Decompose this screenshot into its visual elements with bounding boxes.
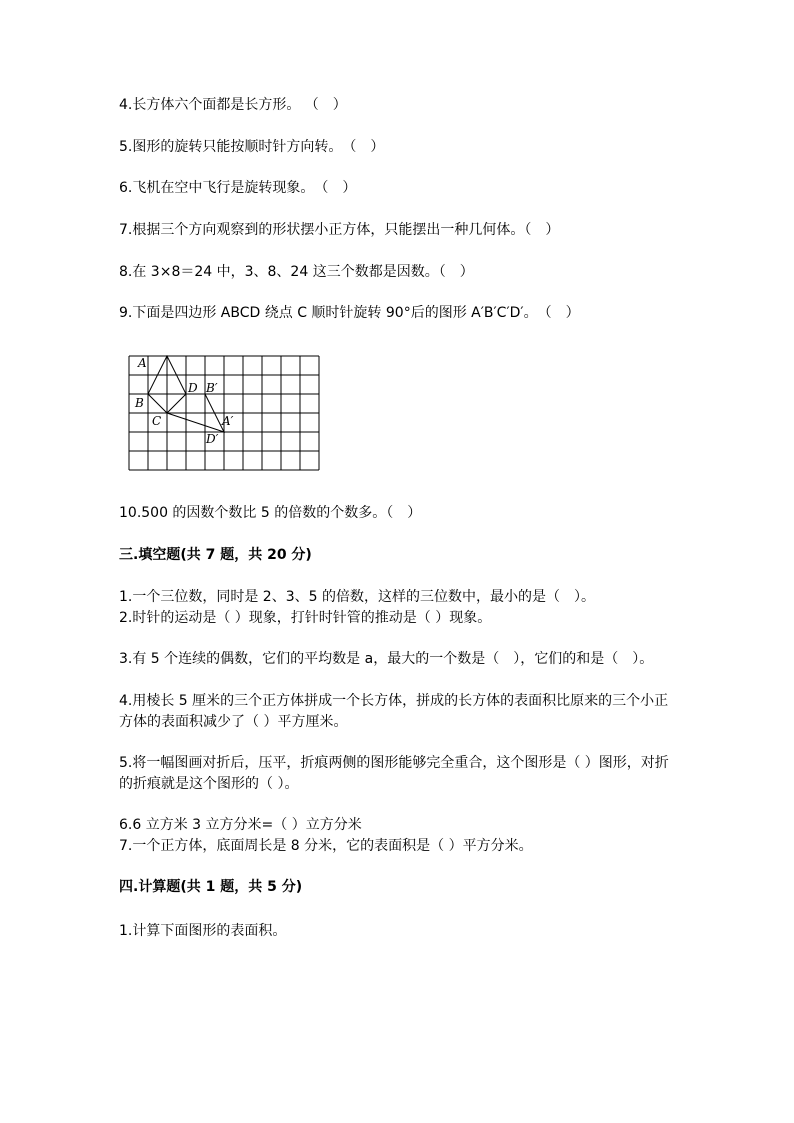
- label-B: B: [135, 396, 144, 410]
- fill-question-3: 3.有 5 个连续的偶数，它们的平均数是 a，最大的一个数是（ ），它们的和是（ ）。: [119, 651, 654, 667]
- judge-question-10: 10.500 的因数个数比 5 的倍数的个数多。（ ）: [119, 505, 422, 521]
- section-heading-calc: 四.计算题(共 1 题，共 5 分): [119, 879, 303, 895]
- fill-question-2: 2.时针的运动是（ ）现象，打针时针管的推动是（ ）现象。: [119, 610, 492, 626]
- judge-question-4: 4.长方体六个面都是长方形。 （ ）: [119, 97, 347, 113]
- label-A: A: [138, 356, 147, 370]
- rotation-grid-svg: [124, 352, 324, 474]
- fill-question-7: 7.一个正方体，底面周长是 8 分米，它的表面积是（ ）平方分米。: [119, 838, 533, 854]
- judge-question-6: 6.飞机在空中飞行是旋转现象。 （ ）: [119, 180, 357, 196]
- grid-lines: [129, 356, 319, 470]
- judge-question-5: 5.图形的旋转只能按顺时针方向转。 （ ）: [119, 139, 385, 155]
- fill-question-5: 5.将一幅图画对折后，压平，折痕两侧的图形能够完全重合，这个图形是（ ）图形，对折的折痕就是这个图形的（ ）。: [119, 755, 669, 792]
- fill-question-1: 1.一个三位数，同时是 2、3、5 的倍数，这样的三位数中，最小的是（ ）。: [119, 589, 595, 605]
- fill-question-4: 4.用棱长 5 厘米的三个正方体拼成一个长方体，拼成的长方体的表面积比原来的三个小正方体的表面积减少了（ ）平方厘米。: [119, 693, 669, 730]
- label-A-prime: A′: [222, 414, 234, 428]
- label-B-prime: B′: [206, 381, 218, 395]
- judge-question-9: 9.下面是四边形 ABCD 绕点 C 顺时针旋转 90°后的图形 A′B′C′D′。 （ ）: [119, 305, 580, 321]
- fill-question-6: 6.6 立方米 3 立方分米=（ ）立方分米: [119, 817, 362, 833]
- judge-question-7: 7.根据三个方向观察到的形状摆小正方体，只能摆出一种几何体。（ ）: [119, 222, 560, 238]
- label-C: C: [152, 414, 162, 428]
- label-D: D: [188, 381, 198, 395]
- section-heading-fill: 三.填空题(共 7 题，共 20 分): [119, 547, 312, 563]
- judge-question-8: 8.在 3×8＝24 中，3、8、24 这三个数都是因数。（ ）: [119, 264, 474, 280]
- rotation-grid-figure: [124, 352, 324, 474]
- calc-question-1: 1.计算下面图形的表面积。: [119, 923, 287, 939]
- label-D-prime: D′: [206, 432, 219, 446]
